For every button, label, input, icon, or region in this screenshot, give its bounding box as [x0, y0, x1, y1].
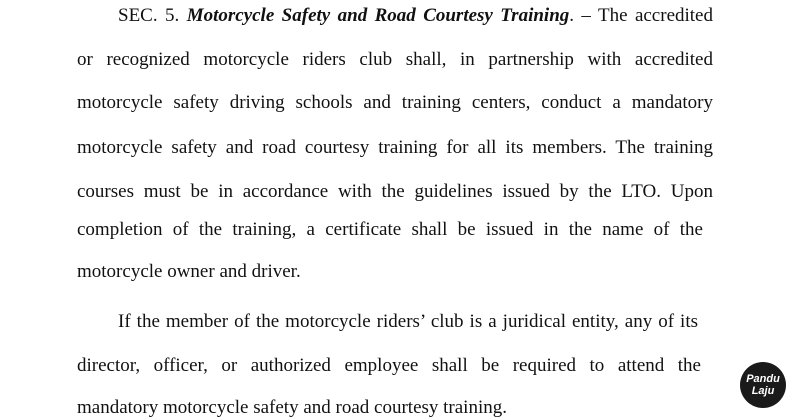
paragraph2-line-2: director, officer, or authorized employee shall be required to attend the — [77, 355, 701, 376]
section-number: SEC. 5. — [118, 5, 180, 26]
section-title-suffix: . – The accredited — [569, 5, 713, 26]
section-heading-line — [118, 4, 713, 28]
paragraph1-line-3: motorcycle safety and road courtesy training for all its members. The training — [77, 137, 713, 158]
logo-text-line1: Pandu — [746, 373, 780, 385]
paragraph1-line-2: motorcycle safety driving schools and training centers, conduct a mandatory — [77, 92, 713, 113]
paragraph2-line-1: If the member of the motorcycle riders’ club is a juridical entity, any of its — [118, 311, 698, 332]
logo-text-line2: Laju — [751, 385, 775, 397]
paragraph1-line-6: motorcycle owner and driver. — [77, 261, 301, 282]
section-title: Motorcycle Safety and Road Courtesy Training — [186, 5, 570, 26]
paragraph1-line-4: courses must be in accordance with the guidelines issued by the LTO. Upon — [77, 181, 713, 202]
pandu-laju-logo — [740, 362, 786, 408]
paragraph1-line-1: or recognized motorcycle riders club shall, in partnership with accredited — [77, 49, 713, 70]
paragraph1-line-5: completion of the training, a certificate shall be issued in the name of the — [77, 219, 703, 240]
paragraph2-line-3: mandatory motorcycle safety and road courtesy training. — [77, 397, 507, 418]
